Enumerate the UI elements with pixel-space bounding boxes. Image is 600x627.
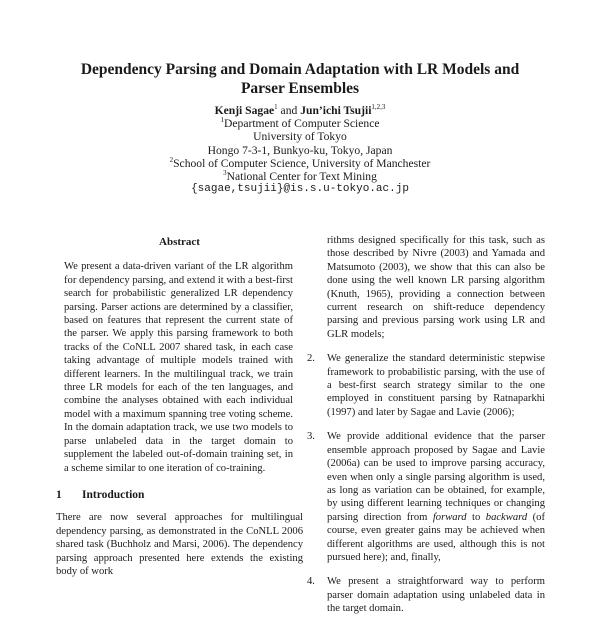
list-item-continuation: rithms designed specifically for this task, such as those described by Nivre (2003) and Yamada and Matsumoto (2003), we show that this can also be done using the well known LR parsing algorithm (Knuth, 1965), providing a connection between current research on shift-reduce dependency parsing and previous parsing work using LR and GLR models; [327,235,545,340]
left-column [56,236,303,578]
affiliation: $^1$Department of Computer Science [220,116,380,131]
section-text: There are now several approaches for multilingual dependency parsing, as demonstrated in the CoNLL 2006 shared task (Buchholz and Marsi, 2006). The dependency parsing approach presented here extends the existing body of work [56,512,303,577]
author-1: Kenji Sagae [214,104,275,117]
author-1-sup: 1 [274,103,278,111]
abstract-text: We present a data-driven variant of the LR algorithm for dependency parsing, and extend it with a best-first search for probabilistic generalized LR dependency parsing. Parser actions are determined by a classifier, based on features that represent the current state of the parser. We apply this parsing framework to both tracks of the CoNLL 2007 shared task, in each case taking advantage of multiple models trained with different learners. In the multilingual track, we train three LR models for each of the ten languages, and combine the analyses obtained with each individual model with a maximum spanning tree voting scheme. In the domain adaptation track, we use two models to parse unlabeled data in the target domain to supplement the labeled out-of-domain training set, in a scheme similar to one iteration of co-training. [64,261,293,474]
author-2-sup: 1,2,3 [371,103,386,111]
affiliation: $^3$National Center for Text Mining [223,169,377,184]
affiliation: $^2$School of Computer Science, University of Manchester [169,155,431,170]
author-email: {sagae,tsujii}@is.s.u-tokyo.ac.jp [191,183,409,196]
right-column [307,234,545,627]
abstract-heading: Abstract [159,236,200,248]
affiliation: Hongo 7-3-1, Bunkyo-ku, Tokyo, Japan [207,143,393,157]
list-item: 3. We provide additional evidence that the parser ensemble approach proposed by Sagae and Lavie (2006a) can be used to improve parsing accuracy, even when only a single parsing algorithm is used, as long as variation can be obtained, for example, by using different learning techniques or changing parsing direction from forward to backward (of course, even greater gains may be achieved when different algorithms are used, although this is not pursued here); and, finally, [307,431,545,563]
affiliation: University of Tokyo [253,130,347,144]
section-heading: 1 Introduction [56,488,145,501]
author-block [100,104,500,196]
list-item: 2. We generalize the standard deterministic stepwise framework to probabilistic parsing, with the use of a best-first search strategy similar to the one employed in constituent parsing by Ratnaparkhi (1997) and later by Sagae and Lavie (2006); [307,353,545,418]
paper-title: Dependency Parsing and Domain Adaptation with LR Models and Parser Ensembles [80,61,520,97]
author-names [100,104,500,117]
list-item: 4. We present a straightforward way to perform parser domain adaptation using unlabeled data in the target domain. [307,576,545,615]
author-conjunction: and [277,104,301,117]
contribution-list [307,352,545,615]
author-2: Jun’ichi Tsujii [300,104,372,117]
